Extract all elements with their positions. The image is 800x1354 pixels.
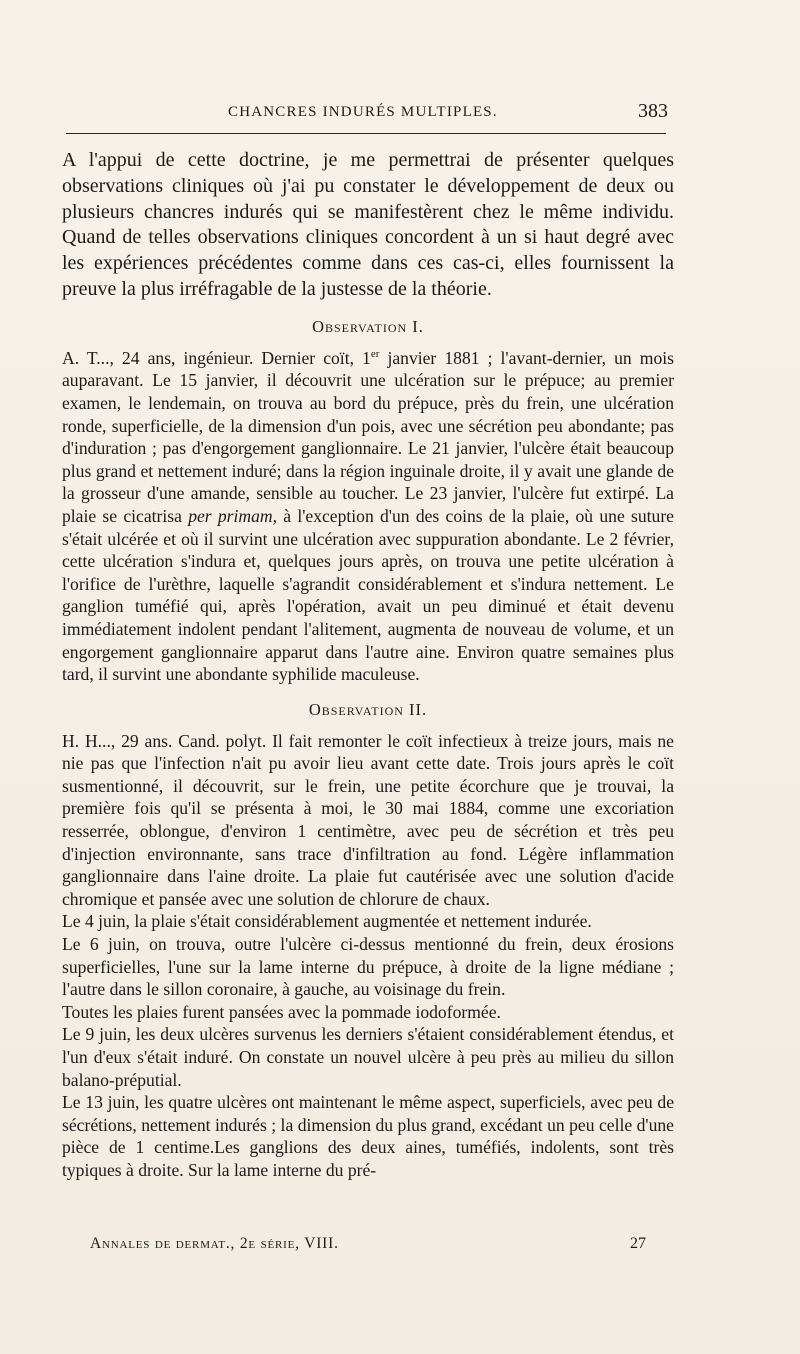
running-title: CHANCRES INDURÉS MULTIPLES. [228,104,498,120]
observation-2-paragraph-2: Le 4 juin, la plaie s'était considérablement augmentée et nettement indurée. [62,911,592,932]
sheet-signature: 27 [630,1235,646,1252]
observation-2-heading: Observation II. [308,699,428,719]
observation-2-body [62,730,674,1182]
observation-1-text-b: janvier 1881 ; l'avant-dernier, un mois auparavant. Le 15 janvier, il découvrit une ulcération sur le prépuce; au premier examen, le lendemain, on trouva au bord du prépuce, près du frein, une ulcération ronde, superficielle, de la dimension d'un pois, avec une sécrétion peu abondante; pas d'induration ; pas d'engorgement ganglionnaire. Le 21 janvier, l'ulcère était beaucoup plus grand et nettement induré; dans la région inguinale droite, il y avait une glande de la grosseur d'une amande, sensible au toucher. Le 23 janvier, l'ulcère fut extirpé. La plaie se cicatrisa [62,347,674,526]
observation-1-paragraph [62,347,674,686]
observation-2-paragraph-1: H. H..., 29 ans. Cand. polyt. Il fait remonter le coït infectieux à treize jours, mais ne nie pas que l'infection n'ait pu avoir lieu avant cette date. Trois jours après le coït susmentionné, il découvrit, sur le frein, une petite écorchure que je trouvai, la première fois qu'il se présenta à moi, le 30 mai 1884, comme une excoriation resserrée, oblongue, d'environ 1 centimètre, avec peu de sécrétion et très peu d'injection environnante, sans trace d'infiltration au fond. Légère inflammation ganglionnaire dans l'aine droite. La plaie fut cautérisée avec une solution d'acide chromique et pansée avec une solution de chlorure de chaux. [62,730,674,909]
observation-2-paragraph-5: Le 9 juin, les deux ulcères survenus les derniers s'étaient considérablement étendus, et l'un d'eux s'était induré. On constate un nouvel ulcère à peu près au milieu du sillon balano-préputial. [62,1024,674,1090]
observation-1-text-c: à l'exception d'un des coins de la plaie, où une suture s'était ulcérée et où il survint une ulcération avec suppuration abondante. Le 2 février, cette ulcération s'indura et, quelques jours après, on trouva une petite ulcération à l'orifice de l'urèthre, laquelle s'agrandit considérablement et s'indura nettement. Le ganglion tuméfié qui, après l'opération, avait un peu diminué et était devenu immédiatement indolent pendant l'alitement, augmenta de nouveau de volume, et un engorgement ganglionnaire apparut dans l'autre aine. Environ quatre semaines plus tard, il survint une abondante syphilide maculeuse. [62,505,674,685]
running-head [60,100,668,124]
observation-1-superscript: er [370,347,380,360]
header-rule [66,133,666,134]
page-footer [90,1235,646,1257]
observation-2-paragraph-6: Le 13 juin, les quatre ulcères ont maintenant le même aspect, superficiels, avec peu de sécrétions, nettement indurés ; la dimension du plus grand, excédant un peu celle d'une pièce de 1 centime.Les ganglions des deux aines, tuméfiés, indolents, sont très typiques à droite. Sur la lame interne du pré- [62,1092,674,1180]
page-body [62,148,674,1268]
intro-paragraph: A l'appui de cette doctrine, je me permettrai de présenter quelques observations cliniques où j'ai pu constater le développement de deux ou plusieurs chancres indurés qui se manifestèrent chez le même individu. Quand de telles observations cliniques concordent à un si haut degré avec les expériences précédentes comme dans ces cas-ci, elles fournissent la preuve la plus irréfragable de la justesse de la théorie. [62,149,674,300]
observation-1-heading: Observation I. [312,316,424,336]
observation-1-text-a: A. T..., 24 ans, ingénieur. Dernier coït, 1 [62,347,371,368]
observation-2-paragraph-4: Toutes les plaies furent pansées avec la pommade iodoformée. [62,1001,501,1022]
journal-signature: Annales de dermat., 2e série, VIII. [90,1235,339,1252]
observation-1-italic: per primam, [188,505,278,526]
page-number: 383 [638,100,668,122]
observation-2-paragraph-3: Le 6 juin, on trouva, outre l'ulcère ci-dessus mentionné du frein, deux érosions superficielles, l'une sur la lame interne du prépuce, à droite de la ligne médiane ; l'autre dans le sillon coronaire, à gauche, au voisinage du frein. [62,934,674,1000]
